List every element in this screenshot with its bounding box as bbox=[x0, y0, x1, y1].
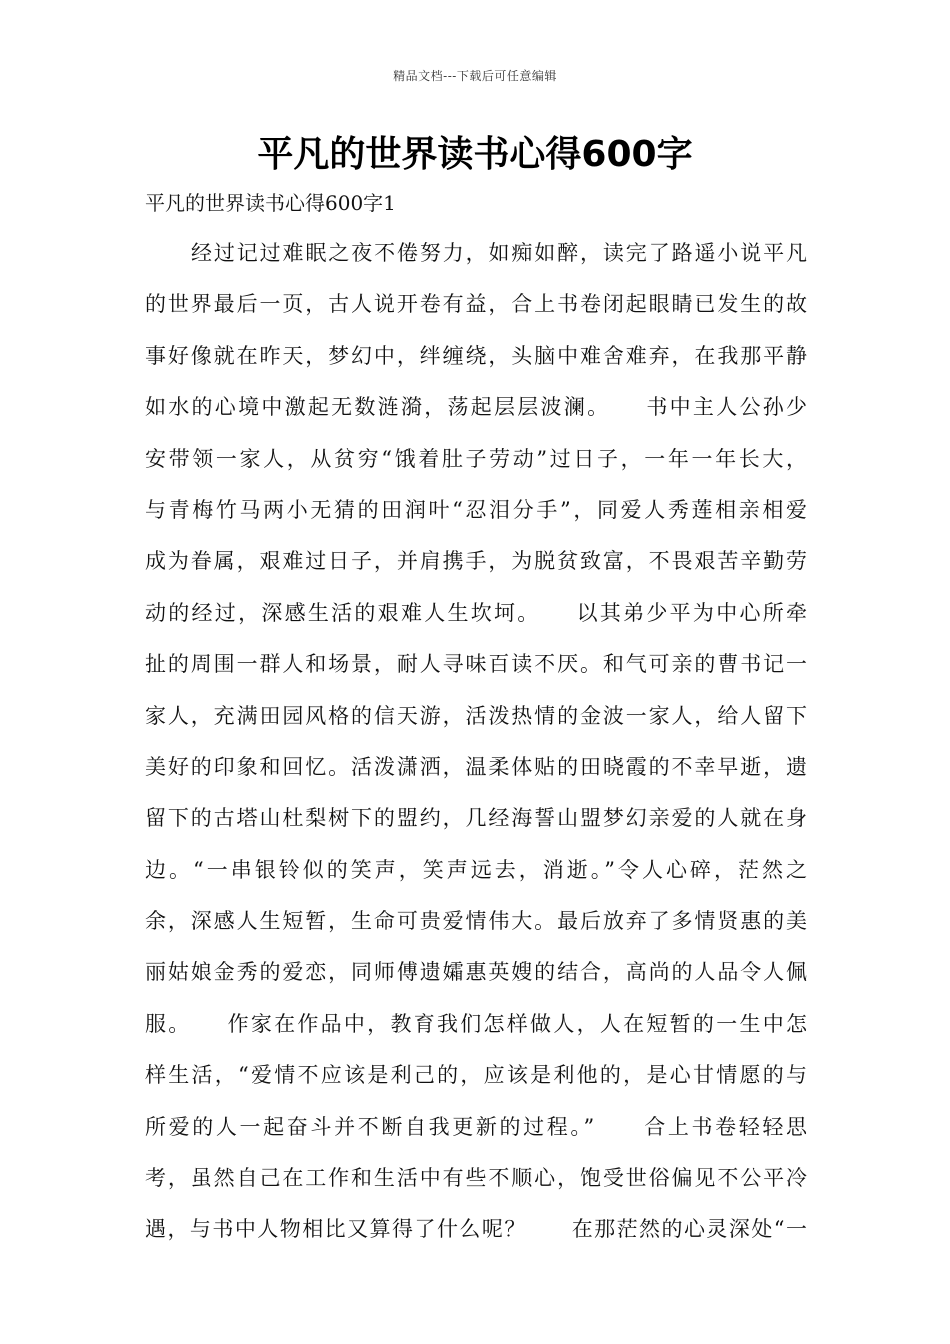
body-line: 扯的周围一群人和场景，耐人寻味百读不厌。和气可亲的曹书记一 bbox=[145, 652, 807, 677]
body-line: 余，深感人生短暂，生命可贵爱情伟大。最后放弃了多情贤惠的美 bbox=[145, 909, 807, 934]
body-line: 服。 作家在作品中，教育我们怎样做人，人在短暂的一生中怎 bbox=[145, 1011, 807, 1036]
body-line: 家人，充满田园风格的信天游，活泼热情的金波一家人，给人留下 bbox=[145, 703, 807, 728]
body-line: 事好像就在昨天，梦幻中，绊缠绕，头脑中难舍难弃，在我那平静 bbox=[145, 343, 807, 368]
body-line: 与青梅竹马两小无猜的田润叶“忍泪分手”，同爱人秀莲相亲相爱 bbox=[145, 497, 807, 522]
body-text bbox=[145, 228, 807, 1256]
header-note: 精品文档---下载后可任意编辑 bbox=[393, 69, 557, 83]
body-line: 所爱的人一起奋斗并不断自我更新的过程。” 合上书卷轻轻思 bbox=[145, 1114, 807, 1139]
body-line: 的世界最后一页，古人说开卷有益，合上书卷闭起眼睛已发生的故 bbox=[145, 292, 807, 317]
body-line: 动的经过，深感生活的艰难人生坎坷。 以其弟少平为中心所牵 bbox=[145, 600, 807, 625]
document-title: 平凡的世界读书心得600字 bbox=[257, 134, 693, 175]
body-line: 经过记过难眠之夜不倦努力，如痴如醉，读完了路遥小说平凡 bbox=[191, 241, 807, 265]
body-line: 边。“一串银铃似的笑声，笑声远去，消逝。”令人心碎，茫然之 bbox=[145, 857, 807, 882]
body-line: 安带领一家人，从贫穷“饿着肚子劳动”过日子，一年一年长大， bbox=[145, 446, 807, 471]
body-line: 样生活，“爱情不应该是利己的，应该是利他的，是心甘情愿的与 bbox=[145, 1063, 807, 1088]
body-line: 如水的心境中激起无数涟漪，荡起层层波澜。 书中主人公孙少 bbox=[145, 395, 807, 420]
body-line: 美好的印象和回忆。活泼潇洒，温柔体贴的田晓霞的不幸早逝，遗 bbox=[145, 754, 807, 779]
body-line: 遇，与书中人物相比又算得了什么呢？ 在那茫然的心灵深处“一 bbox=[145, 1217, 807, 1242]
body-line: 成为眷属，艰难过日子，并肩携手，为脱贫致富，不畏艰苦辛勤劳 bbox=[145, 549, 807, 574]
body-line: 留下的古塔山杜梨树下的盟约，几经海誓山盟梦幻亲爱的人就在身 bbox=[145, 806, 807, 831]
body-line: 考，虽然自己在工作和生活中有些不顺心，饱受世俗偏见不公平冷 bbox=[145, 1166, 807, 1191]
section-heading: 平凡的世界读书心得600字1 bbox=[145, 191, 396, 215]
body-line: 丽姑娘金秀的爱恋，同师傅遗孀惠英嫂的结合，高尚的人品令人佩 bbox=[145, 960, 807, 985]
